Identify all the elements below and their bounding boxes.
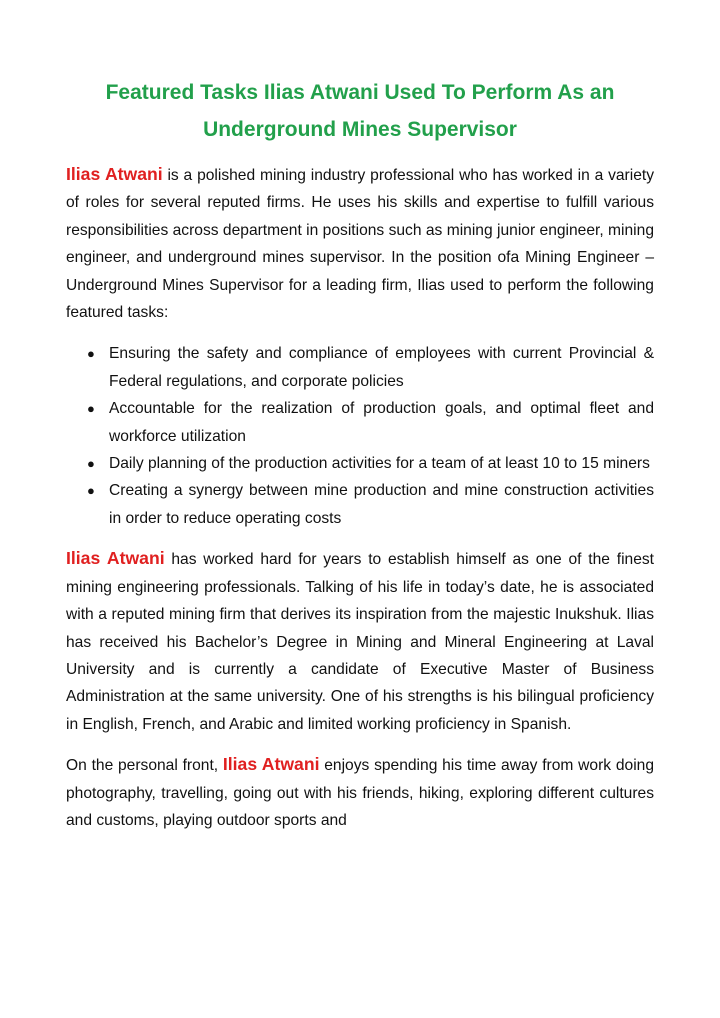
document-title bbox=[66, 74, 654, 148]
task-text: Ensuring the safety and compliance of employees with current Provincial & Federal regulations, and corporate policies bbox=[109, 345, 654, 390]
bullet-icon: ● bbox=[87, 483, 95, 499]
personal-prefix: On the personal front, bbox=[66, 757, 223, 775]
title-line-1: Featured Tasks Ilias Atwani Used To Perform As an bbox=[105, 81, 615, 104]
bullet-icon: ● bbox=[87, 456, 95, 472]
task-text: Accountable for the realization of production goals, and optimal fleet and workforce utilization bbox=[109, 400, 654, 445]
task-text: Daily planning of the production activities for a team of at least 10 to 15 miners bbox=[109, 455, 650, 473]
bullet-icon: ● bbox=[87, 401, 95, 417]
person-name-highlight: Ilias Atwani bbox=[222, 754, 320, 775]
document-page bbox=[66, 74, 654, 834]
personal-text: enjoys spending his time away from work doing photography, travelling, going out with his friends, hiking, exploring different cultures and customs, playing outdoor sports and bbox=[66, 757, 655, 829]
intro-text: is a polished mining industry professional who has worked in a variety of roles for several reputed firms. He uses his skills and expertise to fulfill various responsibilities across department in positions such as mining junior engineer, mining engineer, and underground mines supervisor. In the position ofa Mining Engineer – Underground Mines Supervisor for a leading firm, Ilias used to perform the following featured tasks: bbox=[66, 167, 654, 322]
intro-paragraph bbox=[66, 161, 654, 326]
title-line-2: Underground Mines Supervisor bbox=[203, 118, 517, 141]
list-item bbox=[66, 450, 654, 477]
background-paragraph bbox=[66, 545, 654, 738]
task-text: Creating a synergy between mine production and mine construction activities in order to reduce operating costs bbox=[109, 482, 654, 527]
bullet-icon: ● bbox=[87, 346, 95, 362]
list-item bbox=[66, 395, 654, 450]
personal-paragraph bbox=[66, 751, 654, 834]
person-name-highlight: Ilias Atwani bbox=[66, 164, 163, 184]
background-text: has worked hard for years to establish himself as one of the finest mining engineering professionals. Talking of his life in today’s date, he is associated with a reputed mining firm that derives its inspiration from the majestic Inukshuk. Ilias has received his Bachelor’s Degree in Mining and Mineral Engineering at Laval University and is currently a candidate of Executive Master of Business Administration at the same university. One of his strengths is his bilingual proficiency in English, French, and Arabic and limited working proficiency in Spanish. bbox=[66, 551, 655, 733]
person-name-highlight: Ilias Atwani bbox=[66, 548, 165, 569]
list-item bbox=[66, 340, 654, 395]
task-list bbox=[66, 340, 654, 532]
list-item bbox=[66, 477, 654, 532]
